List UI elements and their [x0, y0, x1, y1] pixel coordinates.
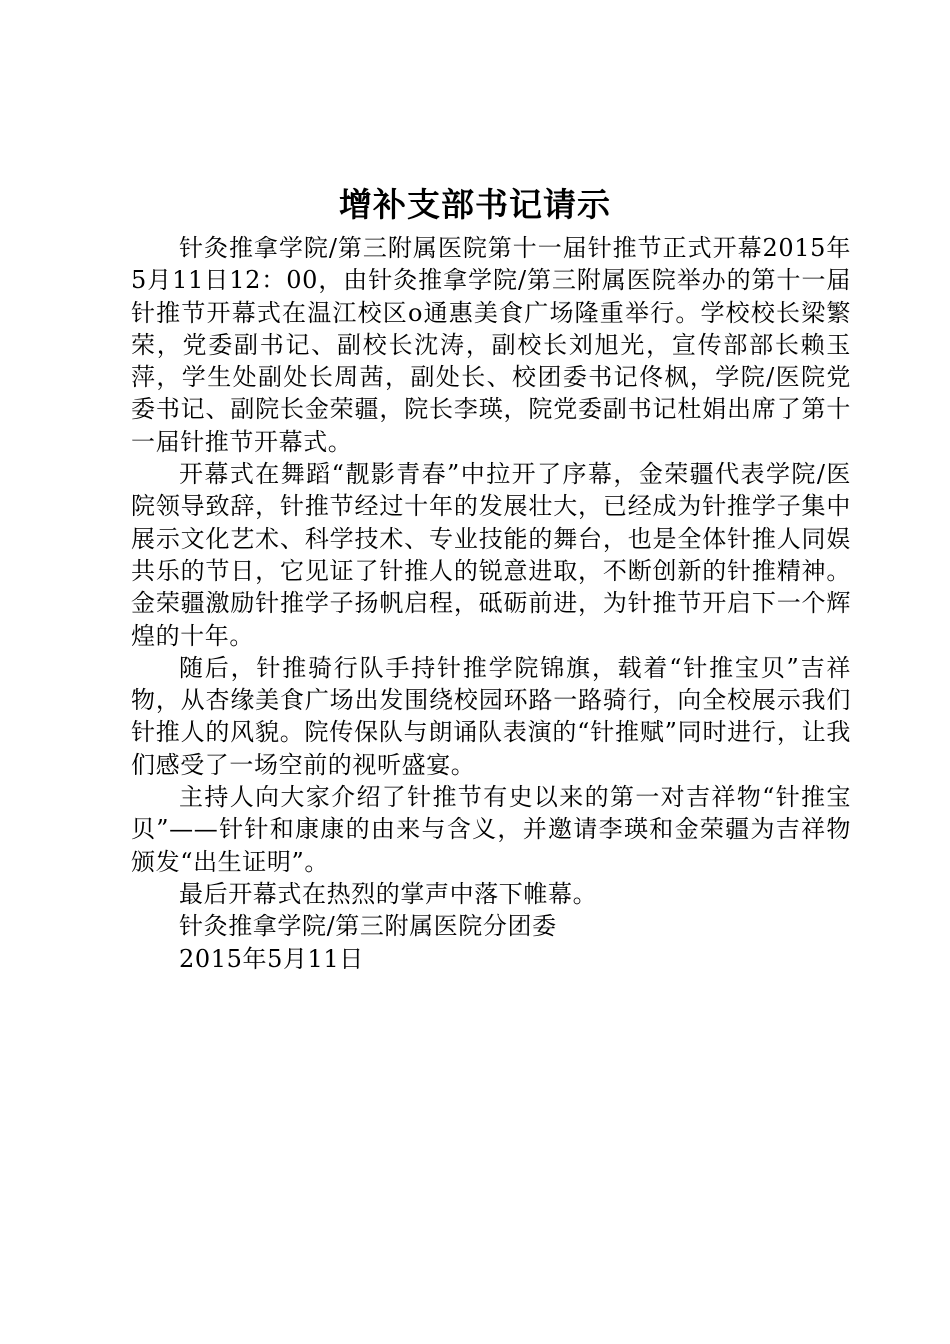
paragraph-cycling: 随后，针推骑行队手持针推学院锦旗，载着“针推宝贝”吉祥物，从杏缘美食广场出发围绕校园环路一路骑行，向全校展示我们针推人的风貌。院传保队与朗诵队表演的“针推赋”同时进行，让我们感受了一场空前的视听盛宴。: [131, 653, 851, 779]
signature-date: 2015年5月11日: [179, 944, 364, 973]
signature-organization: 针灸推拿学院/第三附属医院分团委: [179, 912, 557, 941]
paragraph-mascot: 主持人向大家介绍了针推节有史以来的第一对吉祥物“针推宝贝”——针针和康康的由来与含义，并邀请李瑛和金荣疆为吉祥物颁发“出生证明”。: [131, 783, 851, 876]
document-title: 增补支部书记请示: [339, 185, 611, 224]
paragraph-closing: 最后开幕式在热烈的掌声中落下帷幕。: [179, 879, 598, 908]
paragraph-ceremony: 开幕式在舞蹈“靓影青春”中拉开了序幕，金荣疆代表学院/医院领导致辞，针推节经过十年的发展壮大，已经成为针推学子集中展示文化艺术、科学技术、专业技能的舞台，也是全体针推人同娱共乐的节日，它见证了针推人的锐意进取，不断创新的针推精神。金荣疆激励针推学子扬帆启程，砥砺前进，为针推节开启下一个辉煌的十年。: [131, 460, 851, 650]
document-body: [131, 232, 851, 975]
paragraph-opening: 针灸推拿学院/第三附属医院第十一届针推节正式开幕2015年5月11日12：00，由针灸推拿学院/第三附属医院举办的第十一届针推节开幕式在温江校区o通惠美食广场隆重举行。学校校长梁繁荣，党委副书记、副校长沈涛，副校长刘旭光，宣传部部长赖玉萍，学生处副处长周茜，副处长、校团委书记佟枫，学院/医院党委书记、副院长金荣疆，院长李瑛，院党委副书记杜娟出席了第十一届针推节开幕式。: [131, 234, 851, 456]
